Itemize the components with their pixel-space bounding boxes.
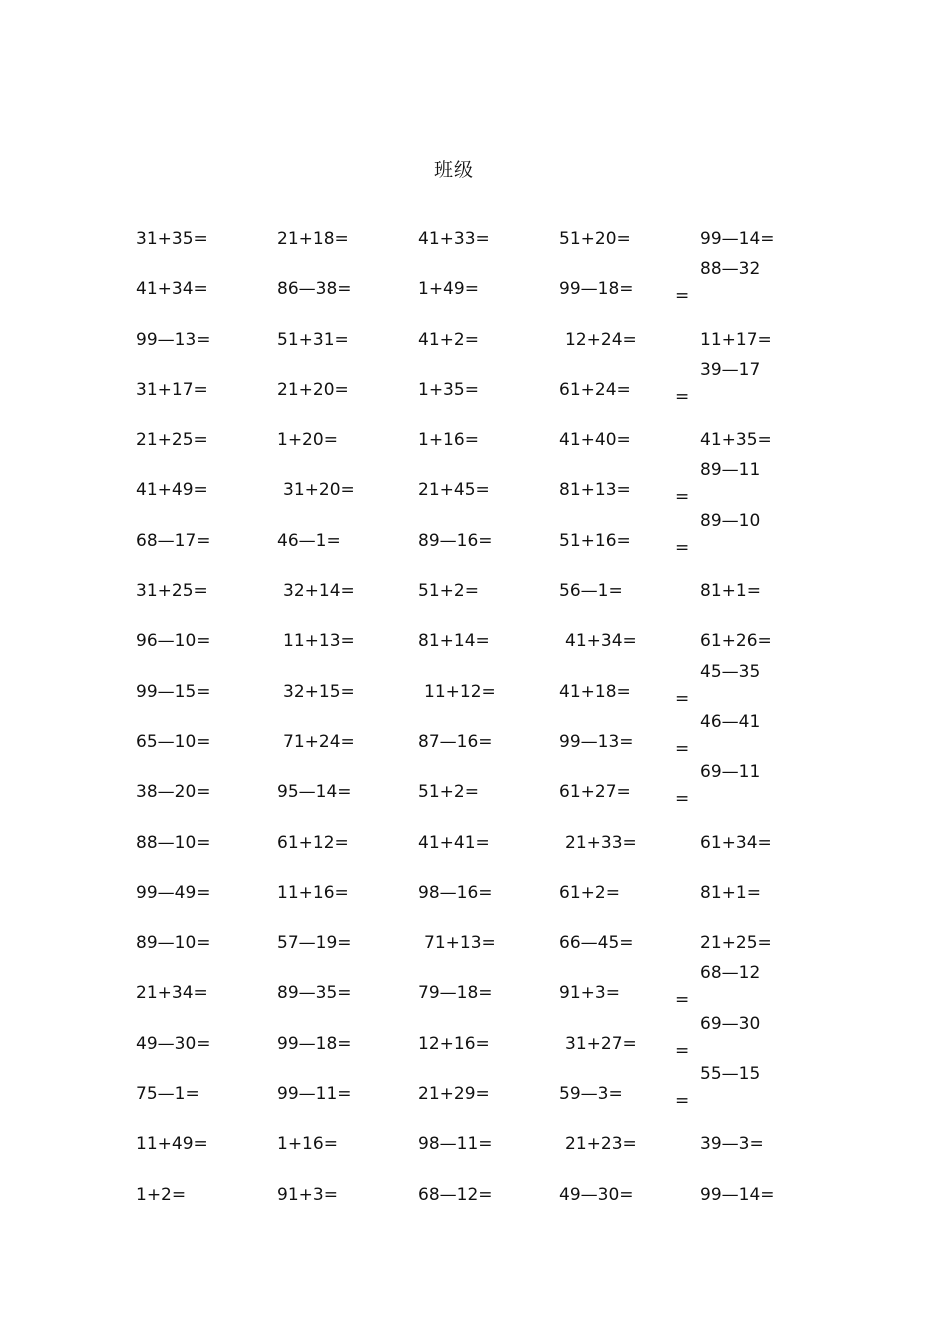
wrapped-equals-sign: =: [675, 537, 690, 558]
arithmetic-problem: [277, 933, 352, 953]
wrapped-equals-sign: =: [675, 789, 690, 810]
problem-text: 12+24=: [565, 329, 637, 350]
arithmetic-problem: [675, 1013, 761, 1061]
problem-text: 61+2=: [559, 882, 620, 903]
arithmetic-problem: [559, 480, 631, 500]
problem-text: 99—18=: [559, 279, 634, 300]
arithmetic-problem: [565, 1034, 637, 1054]
problem-text: 21+25=: [700, 933, 772, 954]
problem-text: 39—17: [700, 359, 761, 380]
arithmetic-problem: [277, 279, 352, 299]
arithmetic-problem: [565, 833, 637, 853]
arithmetic-problem: [424, 682, 496, 702]
problem-text: 49—30=: [559, 1184, 634, 1205]
arithmetic-problem: [565, 330, 637, 350]
problem-text: 59—3=: [559, 1084, 623, 1105]
wrapped-equals-sign: =: [675, 1091, 690, 1112]
problem-row: [136, 259, 856, 322]
problem-text: 21+45=: [418, 480, 490, 501]
wrapped-equals-sign: =: [675, 1040, 690, 1061]
problem-text: 81+1=: [700, 581, 761, 602]
arithmetic-problem: [675, 510, 761, 558]
arithmetic-problem: [277, 1084, 352, 1104]
problem-text: 1+16=: [277, 1134, 338, 1155]
problem-text: 99—15=: [136, 681, 211, 702]
problem-text: 41+35=: [700, 430, 772, 451]
problem-text: 31+25=: [136, 581, 208, 602]
problem-text: 65—10=: [136, 731, 211, 752]
problem-text: 21+18=: [277, 229, 349, 249]
arithmetic-problem: [418, 380, 479, 400]
problem-text: 11+13=: [283, 631, 355, 652]
problem-text: 51+16=: [559, 530, 631, 551]
arithmetic-problem: [675, 1064, 761, 1112]
wrapped-equals-sign: =: [675, 386, 690, 407]
problem-row: [136, 1127, 856, 1177]
arithmetic-problem: [700, 430, 772, 450]
problem-text: 21+25=: [136, 430, 208, 451]
problem-text: 95—14=: [277, 782, 352, 803]
arithmetic-problem: [700, 330, 772, 350]
problem-text: 21+20=: [277, 379, 349, 400]
arithmetic-problem: [136, 782, 211, 802]
arithmetic-problem: [565, 631, 637, 651]
arithmetic-problem: [277, 531, 341, 551]
arithmetic-problem: [136, 279, 208, 299]
problem-text: 66—45=: [559, 933, 634, 954]
arithmetic-problem: [277, 1034, 352, 1054]
problem-text: 41+33=: [418, 229, 490, 249]
arithmetic-problem: [136, 380, 208, 400]
problem-text: 99—14=: [700, 229, 775, 249]
problem-text: 41+2=: [418, 329, 479, 350]
arithmetic-problem: [559, 430, 631, 450]
problem-text: 31+17=: [136, 379, 208, 400]
problem-row: [136, 1064, 856, 1127]
arithmetic-problem: [283, 480, 355, 500]
problem-text: 89—10: [700, 510, 761, 531]
arithmetic-problem: [700, 933, 772, 953]
arithmetic-problem: [700, 1134, 764, 1154]
problem-text: 21+34=: [136, 983, 208, 1004]
problem-text: 69—11: [700, 762, 761, 783]
problem-text: 99—18=: [277, 1033, 352, 1054]
arithmetic-problem: [418, 480, 490, 500]
arithmetic-problem: [675, 711, 761, 759]
problem-text: 49—30=: [136, 1033, 211, 1054]
problem-text: 55—15: [700, 1064, 761, 1085]
arithmetic-problem: [675, 762, 761, 810]
arithmetic-problem: [136, 682, 211, 702]
arithmetic-problem: [136, 229, 208, 249]
problem-text: 61+12=: [277, 832, 349, 853]
problem-text: 11+17=: [700, 329, 772, 350]
problem-text: 1+16=: [418, 430, 479, 451]
problem-text: 1+2=: [136, 1184, 187, 1205]
problem-text: 32+15=: [283, 681, 355, 702]
arithmetic-problem: [277, 229, 349, 249]
arithmetic-problem: [418, 631, 490, 651]
problem-text: 21+33=: [565, 832, 637, 853]
problem-text: 69—30: [700, 1013, 761, 1034]
arithmetic-problem: [136, 883, 211, 903]
problem-text: 41+34=: [136, 279, 208, 300]
arithmetic-problem: [418, 1185, 493, 1205]
arithmetic-problem: [675, 259, 761, 307]
problem-row: [136, 574, 856, 624]
arithmetic-problem: [700, 833, 772, 853]
problem-text: 41+34=: [565, 631, 637, 652]
problem-text: 46—1=: [277, 530, 341, 551]
problem-text: 99—11=: [277, 1084, 352, 1105]
problem-text: 51+2=: [418, 782, 479, 803]
problem-text: 75—1=: [136, 1084, 200, 1105]
problem-text: 81+14=: [418, 631, 490, 652]
problem-text: 99—14=: [700, 1184, 775, 1205]
problem-text: 88—10=: [136, 832, 211, 853]
arithmetic-problem: [418, 1134, 493, 1154]
arithmetic-problem: [418, 782, 479, 802]
arithmetic-problem: [136, 531, 211, 551]
arithmetic-problem: [559, 279, 634, 299]
problem-text: 51+20=: [559, 229, 631, 249]
arithmetic-problem: [277, 1185, 338, 1205]
arithmetic-problem: [559, 229, 631, 249]
problem-text: 39—3=: [700, 1134, 764, 1155]
problem-text: 89—10=: [136, 933, 211, 954]
arithmetic-problem: [700, 1185, 775, 1205]
problem-text: 21+23=: [565, 1134, 637, 1155]
arithmetic-problem: [700, 631, 772, 651]
arithmetic-problem: [559, 581, 623, 601]
arithmetic-problem: [675, 661, 761, 709]
arithmetic-problem: [136, 933, 211, 953]
arithmetic-problem: [559, 782, 631, 802]
problem-row: [136, 826, 856, 876]
arithmetic-problem: [675, 359, 761, 407]
arithmetic-problem: [418, 833, 490, 853]
arithmetic-problem: [418, 983, 493, 1003]
arithmetic-problem: [418, 883, 493, 903]
arithmetic-problem: [700, 883, 761, 903]
arithmetic-problem: [559, 380, 631, 400]
arithmetic-problem: [136, 480, 208, 500]
problem-text: 96—10=: [136, 631, 211, 652]
problem-text: 57—19=: [277, 933, 352, 954]
arithmetic-problem: [418, 531, 493, 551]
arithmetic-problem: [418, 732, 493, 752]
problem-text: 71+24=: [283, 731, 355, 752]
problem-text: 89—11: [700, 460, 761, 481]
problem-text: 98—16=: [418, 882, 493, 903]
wrapped-equals-sign: =: [675, 738, 690, 759]
problem-text: 31+35=: [136, 229, 208, 249]
arithmetic-problem: [136, 1084, 200, 1104]
wrapped-equals-sign: =: [675, 688, 690, 709]
problem-text: 68—12=: [418, 1184, 493, 1205]
problem-text: 1+20=: [277, 430, 338, 451]
problem-text: 41+49=: [136, 480, 208, 501]
problem-text: 99—13=: [559, 731, 634, 752]
arithmetic-problem: [283, 732, 355, 752]
arithmetic-problem: [418, 1084, 490, 1104]
problem-text: 71+13=: [424, 933, 496, 954]
arithmetic-problem: [136, 1134, 208, 1154]
arithmetic-problem: [277, 833, 349, 853]
problem-row: [136, 1178, 856, 1228]
arithmetic-problem: [700, 581, 761, 601]
arithmetic-problem: [559, 682, 631, 702]
problem-text: 1+35=: [418, 379, 479, 400]
problem-text: 32+14=: [283, 581, 355, 602]
arithmetic-problem: [136, 581, 208, 601]
problem-text: 56—1=: [559, 581, 623, 602]
problem-text: 11+16=: [277, 882, 349, 903]
problem-text: 11+12=: [424, 681, 496, 702]
problem-row: [136, 510, 856, 574]
arithmetic-problem: [559, 1084, 623, 1104]
arithmetic-problem: [559, 983, 620, 1003]
wrapped-equals-sign: =: [675, 990, 690, 1011]
problem-text: 41+18=: [559, 681, 631, 702]
arithmetic-problem: [565, 1134, 637, 1154]
problem-text: 61+26=: [700, 631, 772, 652]
arithmetic-problem: [136, 430, 208, 450]
arithmetic-problem: [418, 430, 479, 450]
problem-text: 79—18=: [418, 983, 493, 1004]
arithmetic-problem: [559, 531, 631, 551]
arithmetic-problem: [277, 1134, 338, 1154]
problem-text: 99—13=: [136, 329, 211, 350]
problem-text: 98—11=: [418, 1134, 493, 1155]
problem-text: 61+34=: [700, 832, 772, 853]
arithmetic-problem: [418, 229, 490, 249]
arithmetic-problem: [277, 983, 352, 1003]
problem-text: 11+49=: [136, 1134, 208, 1155]
problem-row: [136, 762, 856, 825]
wrapped-equals-sign: =: [675, 286, 690, 307]
arithmetic-problem: [418, 1034, 490, 1054]
arithmetic-problem: [136, 631, 211, 651]
problem-text: 41+41=: [418, 832, 490, 853]
arithmetic-problem: [559, 732, 634, 752]
arithmetic-problem: [700, 229, 775, 249]
arithmetic-problem: [283, 682, 355, 702]
problem-row: [136, 359, 856, 423]
problem-text: 89—35=: [277, 983, 352, 1004]
problem-text: 41+40=: [559, 430, 631, 451]
problem-text: 81+13=: [559, 480, 631, 501]
arithmetic-problem: [283, 631, 355, 651]
problem-text: 51+2=: [418, 581, 479, 602]
arithmetic-problem: [277, 430, 338, 450]
wrapped-equals-sign: =: [675, 487, 690, 508]
arithmetic-problem: [277, 380, 349, 400]
problem-text: 81+1=: [700, 882, 761, 903]
arithmetic-problem: [136, 1185, 186, 1205]
class-label: 班级: [433, 159, 474, 181]
arithmetic-problem: [559, 883, 620, 903]
arithmetic-problem: [675, 460, 761, 508]
arithmetic-problem: [559, 933, 634, 953]
arithmetic-problem: [136, 330, 211, 350]
problem-text: 61+24=: [559, 379, 631, 400]
problem-text: 68—17=: [136, 530, 211, 551]
problem-text: 46—41: [700, 711, 761, 732]
problem-text: 91+3=: [559, 983, 620, 1004]
problem-text: 12+16=: [418, 1033, 490, 1054]
problem-text: 86—38=: [277, 279, 352, 300]
arithmetic-problem: [277, 883, 349, 903]
arithmetic-problem: [136, 1034, 211, 1054]
problem-text: 61+27=: [559, 782, 631, 803]
arithmetic-problem: [277, 330, 349, 350]
arithmetic-problem: [277, 782, 352, 802]
problem-text: 87—16=: [418, 731, 493, 752]
problem-text: 38—20=: [136, 782, 211, 803]
problem-text: 45—35: [700, 661, 761, 682]
arithmetic-problem: [418, 581, 479, 601]
problem-text: 1+49=: [418, 279, 479, 300]
arithmetic-problem: [136, 983, 208, 1003]
problem-text: 31+27=: [565, 1033, 637, 1054]
problem-text: 89—16=: [418, 530, 493, 551]
problem-text: 21+29=: [418, 1084, 490, 1105]
arithmetic-problem: [418, 279, 479, 299]
problem-text: 31+20=: [283, 480, 355, 501]
arithmetic-problem: [424, 933, 496, 953]
problem-text: 91+3=: [277, 1184, 338, 1205]
arithmetic-problem-grid: [136, 222, 856, 1228]
problem-text: 51+31=: [277, 329, 349, 350]
arithmetic-problem: [136, 732, 211, 752]
arithmetic-problem: [675, 963, 761, 1011]
problem-text: 68—12: [700, 963, 761, 984]
arithmetic-problem: [283, 581, 355, 601]
arithmetic-problem: [418, 330, 479, 350]
problem-row: [136, 876, 856, 926]
arithmetic-problem: [136, 833, 211, 853]
problem-text: 99—49=: [136, 882, 211, 903]
arithmetic-problem: [559, 1185, 634, 1205]
problem-text: 88—32: [700, 259, 761, 280]
